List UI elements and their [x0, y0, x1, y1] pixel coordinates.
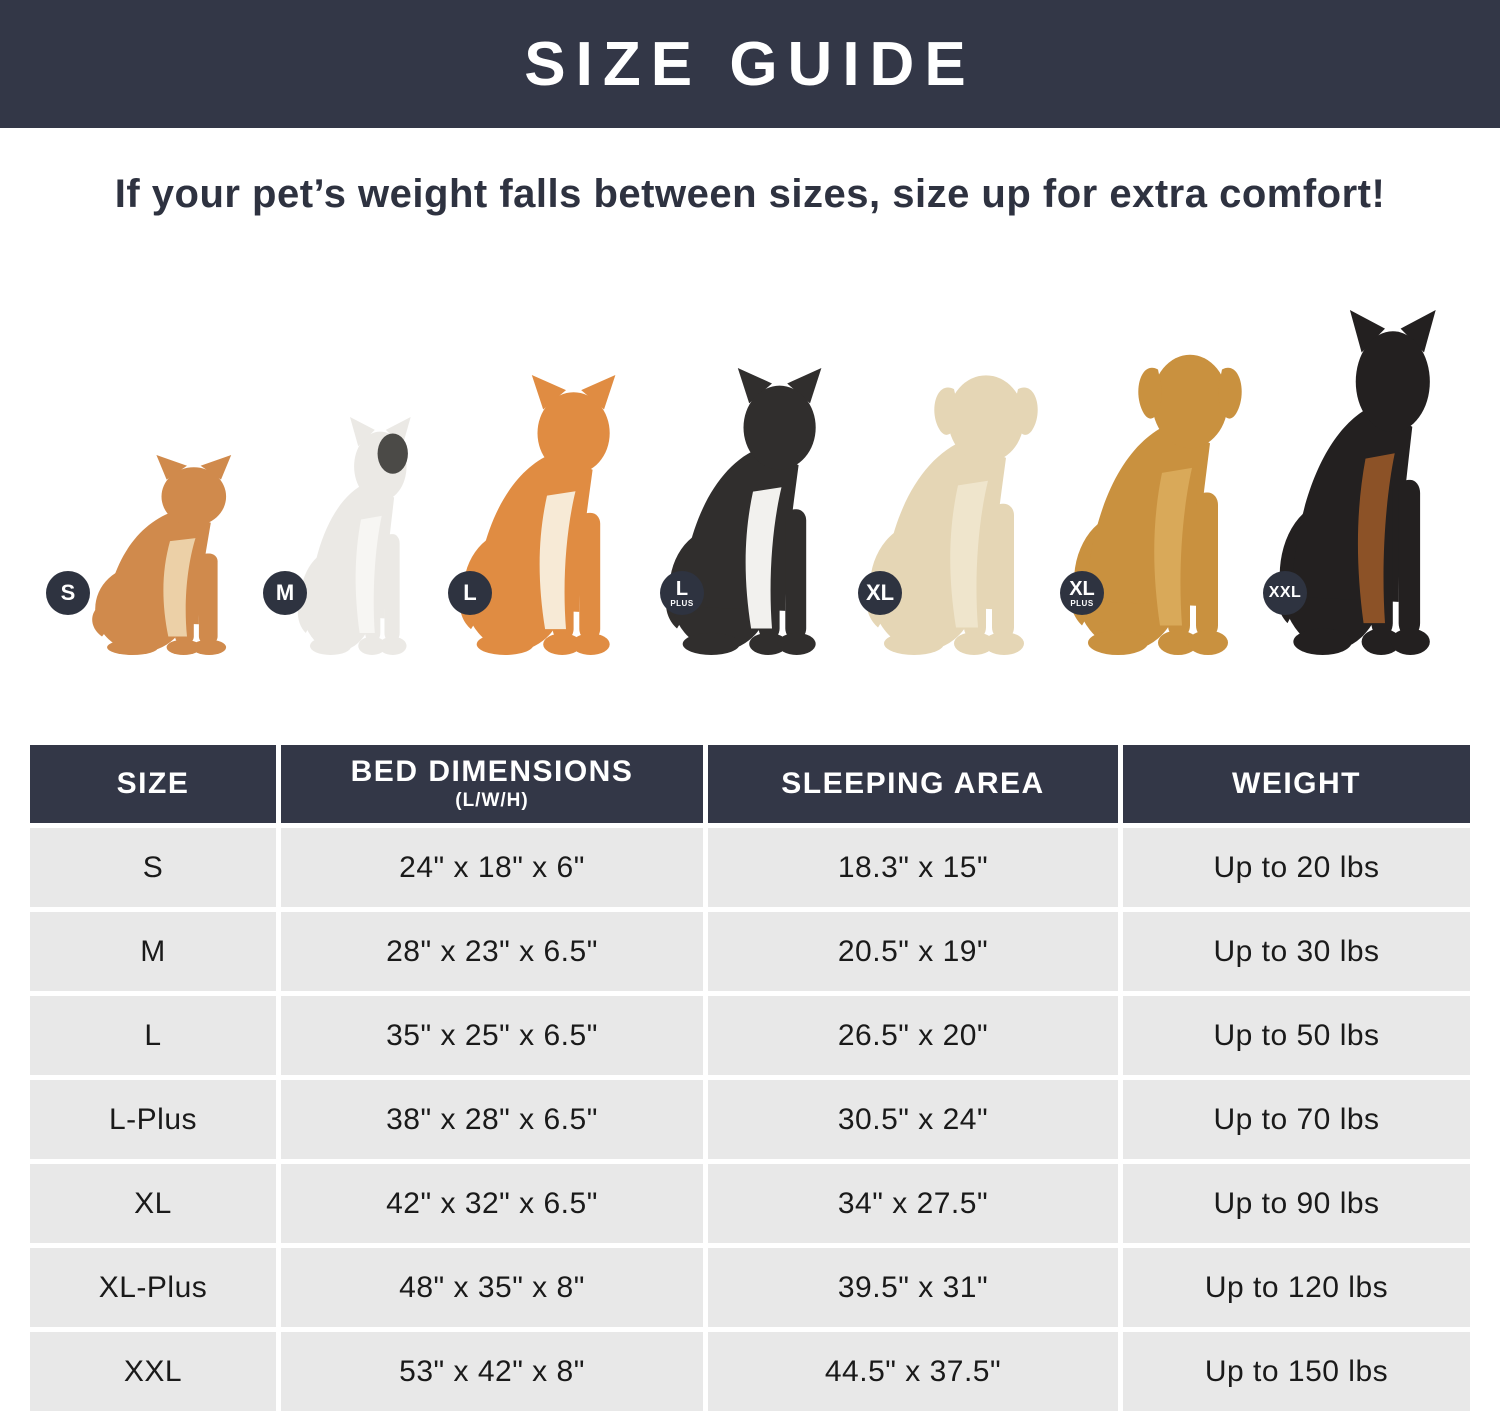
cell-size: XXL — [30, 1332, 276, 1411]
cell-weight: Up to 90 lbs — [1123, 1164, 1470, 1243]
size-badge-xl-plus — [1060, 571, 1104, 615]
cell-bed-dimensions: 35" x 25" x 6.5" — [281, 996, 703, 1075]
column-header-size: SIZE — [30, 745, 276, 823]
size-badge-sublabel: PLUS — [1070, 598, 1094, 608]
size-badge-label: L — [675, 577, 689, 600]
size-badge-xxl — [1263, 571, 1307, 615]
cell-bed-dimensions: 48" x 35" x 8" — [281, 1248, 703, 1327]
size-badge-label: XL — [865, 580, 895, 605]
size-badge-label: L — [463, 580, 477, 605]
cell-size: M — [30, 912, 276, 991]
cell-sleeping-area: 34" x 27.5" — [708, 1164, 1118, 1243]
page-title: SIZE GUIDE — [524, 29, 976, 99]
table-row — [30, 1164, 1470, 1243]
cell-sleeping-area: 39.5" x 31" — [708, 1248, 1118, 1327]
size-badge-sublabel: PLUS — [670, 598, 694, 608]
cell-weight: Up to 70 lbs — [1123, 1080, 1470, 1159]
dog-shiba-inu-image — [452, 375, 642, 655]
cell-sleeping-area: 20.5" x 19" — [708, 912, 1118, 991]
size-badge-label: XL — [1069, 577, 1095, 600]
cell-bed-dimensions: 53" x 42" x 8" — [281, 1332, 703, 1411]
size-badge-label: XXL — [1268, 584, 1302, 601]
cell-size: XL-Plus — [30, 1248, 276, 1327]
cell-weight: Up to 20 lbs — [1123, 828, 1470, 907]
size-table — [30, 745, 1470, 1411]
cell-sleeping-area: 30.5" x 24" — [708, 1080, 1118, 1159]
cell-bed-dimensions: 42" x 32" x 6.5" — [281, 1164, 703, 1243]
dog-lineup — [0, 240, 1500, 700]
cell-size: S — [30, 828, 276, 907]
size-badge-l — [448, 571, 492, 615]
table-row — [30, 1080, 1470, 1159]
table-row — [30, 828, 1470, 907]
size-badge-label: M — [275, 580, 295, 605]
cell-weight: Up to 150 lbs — [1123, 1332, 1470, 1411]
cell-bed-dimensions: 38" x 28" x 6.5" — [281, 1080, 703, 1159]
cell-size: L-Plus — [30, 1080, 276, 1159]
subtitle: If your pet’s weight falls between sizes, size up for extra comfort! — [114, 172, 1386, 216]
size-badge-xl — [858, 571, 902, 615]
table-header-row — [30, 745, 1470, 823]
cell-size: L — [30, 996, 276, 1075]
bed-dimensions-note: (L/W/H) — [455, 789, 529, 811]
cell-weight: Up to 30 lbs — [1123, 912, 1470, 991]
column-header-weight: WEIGHT — [1123, 745, 1470, 823]
table-row — [30, 1248, 1470, 1327]
cell-sleeping-area: 18.3" x 15" — [708, 828, 1118, 907]
size-badge-l-plus — [660, 571, 704, 615]
cell-bed-dimensions: 28" x 23" x 6.5" — [281, 912, 703, 991]
cell-sleeping-area: 26.5" x 20" — [708, 996, 1118, 1075]
column-header-sleeping-area: SLEEPING AREA — [708, 745, 1118, 823]
cell-size: XL — [30, 1164, 276, 1243]
size-badge-s — [46, 571, 90, 615]
table-row — [30, 912, 1470, 991]
cell-bed-dimensions: 24" x 18" x 6" — [281, 828, 703, 907]
table-row — [30, 996, 1470, 1075]
table-row — [30, 1332, 1470, 1411]
header-bar — [0, 0, 1500, 128]
cell-sleeping-area: 44.5" x 37.5" — [708, 1332, 1118, 1411]
size-badge-label: S — [60, 580, 76, 605]
dog-pomeranian-image — [85, 455, 255, 655]
size-badge-m — [263, 571, 307, 615]
dog-french-bulldog-image — [292, 417, 430, 655]
column-header-bed-dimensions: BED DIMENSIONS (L/W/H) — [281, 745, 703, 823]
cell-weight: Up to 120 lbs — [1123, 1248, 1470, 1327]
cell-weight: Up to 50 lbs — [1123, 996, 1470, 1075]
